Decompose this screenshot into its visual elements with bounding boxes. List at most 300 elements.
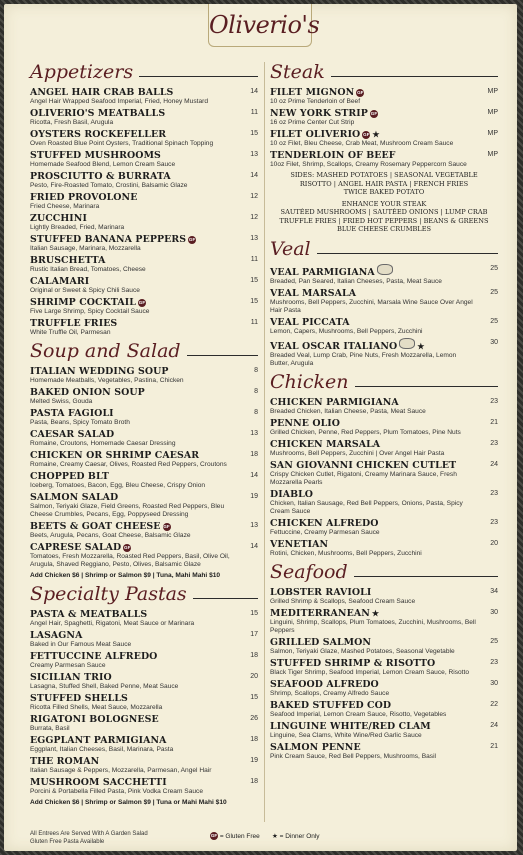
section-title: Soup and Salad (30, 339, 187, 363)
item-name-text: VEAL OSCAR ITALIANO (270, 340, 398, 352)
steak-header (270, 60, 498, 86)
chicken-list (270, 397, 498, 558)
menu-item (30, 318, 258, 337)
item-name-text: OLIVERIO'S MEATBALLS (30, 108, 166, 119)
item-description: Homemade Seafood Blend, Lemon Cream Sauce (30, 161, 176, 168)
item-description: Salmon, Teriyaki Glaze, Field Greens, Roasted Red Peppers, Bleu Cheese Crumbles, Pecans, Egg, Poppyseed Dressing (30, 503, 225, 518)
item-name-text: VEAL PARMIGIANA (270, 266, 375, 278)
item-price: 12 (250, 193, 258, 200)
menu-item (30, 366, 258, 385)
menu-item (30, 630, 258, 649)
item-description: Original or Sweet & Spicy Chili Sauce (30, 287, 140, 294)
menu-item (270, 489, 498, 516)
menu-item (30, 693, 258, 712)
item-name-text: LASAGNA (30, 630, 83, 641)
item-description: Rotini, Chicken, Mushrooms, Bell Peppers, Zucchini (270, 549, 422, 557)
menu-item (270, 721, 498, 740)
item-name (30, 450, 236, 461)
item-price: 23 (490, 489, 498, 497)
item-price: 20 (250, 673, 258, 680)
item-name (270, 518, 476, 529)
item-name (30, 87, 236, 98)
menu-item (270, 338, 498, 368)
item-name-text: STUFFED BANANA PEPPERS (30, 234, 187, 245)
item-description: Fettuccine, Creamy Parmesan Sauce (270, 528, 380, 536)
soup-salad-header (30, 339, 258, 365)
seafood-list (270, 587, 498, 761)
item-name (30, 150, 236, 161)
item-name-text: CHICKEN OR SHRIMP CAESAR (30, 450, 200, 461)
item-name-text: MUSHROOM SACCHETTI (30, 777, 167, 788)
item-name-text: CHICKEN MARSALA (270, 438, 381, 450)
menu-item (30, 521, 258, 540)
item-name-text: SHRIMP COCKTAIL (30, 297, 136, 308)
item-name (270, 489, 476, 500)
item-name (30, 693, 236, 704)
menu-item (270, 87, 498, 106)
menu-item (30, 171, 258, 190)
item-name (270, 608, 476, 619)
item-price: 15 (250, 277, 258, 284)
item-name-text: MEDITERRANEAN (270, 607, 370, 619)
item-price: 11 (250, 109, 258, 116)
item-name-text: FILET MIGNON (270, 87, 355, 98)
item-description: Mushrooms, Bell Peppers, Zucchini, Marsala Wine Sauce Over Angel Hair Pasta (270, 298, 473, 314)
item-name (270, 338, 476, 352)
item-description: Mushrooms, Bell Peppers, Zucchini | Over Angel Hair Pasta (270, 449, 445, 457)
item-name (30, 171, 236, 182)
footer-notes (30, 831, 148, 846)
item-name (30, 609, 236, 620)
enhance-line: TRUFFLE FRIES | FRIED HOT PEPPERS | BEANS & GREENS (279, 216, 489, 225)
item-description: Burrata, Basil (30, 725, 70, 732)
menu-item (270, 460, 498, 487)
item-name (270, 129, 476, 140)
section-title: Veal (270, 237, 317, 261)
item-name-text: GRILLED SALMON (270, 636, 372, 648)
item-price: 14 (250, 88, 258, 95)
item-description: Lightly Breaded, Fried, Marinara (30, 224, 125, 231)
menu-item (30, 255, 258, 274)
item-name-text: CHOPPED BLT (30, 471, 109, 482)
item-price: MP (487, 151, 498, 158)
menu-item (30, 234, 258, 253)
item-description: Romaine, Creamy Caesar, Olives, Roasted Red Peppers, Croutons (30, 461, 227, 468)
menu-item (30, 777, 258, 796)
item-description: Lemon, Capers, Mushrooms, Bell Peppers, Zucchini (270, 327, 423, 335)
gluten-free-icon: GF (163, 524, 170, 529)
item-name-text: STUFFED SHELLS (30, 693, 128, 704)
menu-item (30, 471, 258, 490)
item-name-text: BRUSCHETTA (30, 255, 106, 266)
item-price: 14 (250, 543, 258, 550)
dinner-only-legend: ★ = Dinner Only (272, 833, 320, 840)
item-price: 25 (490, 288, 498, 296)
item-description: 10oz Filet, Shrimp, Scallops, Creamy Rosemary Peppercorn Sauce (270, 161, 467, 168)
menu-item (30, 672, 258, 691)
enhance-line: BLUE CHEESE CRUMBLES (336, 225, 432, 233)
item-price: 13 (250, 430, 258, 437)
item-price: 21 (490, 742, 498, 750)
item-description: Pesto, Fire-Roasted Tomato, Crostini, Balsamic Glaze (30, 182, 188, 189)
gf-legend (208, 832, 260, 840)
item-name-text: PENNE OLIO (270, 417, 341, 429)
item-name (30, 756, 236, 767)
item-price: MP (487, 130, 498, 137)
item-price: 15 (250, 610, 258, 617)
item-description: 10 oz Prime Tenderloin of Beef (270, 98, 361, 105)
item-name (270, 700, 476, 711)
salad-note: All Entrees Are Served With A Garden Salad (30, 831, 148, 837)
item-name-text: SAN GIOVANNI CHICKEN CUTLET (270, 459, 457, 471)
item-name (270, 288, 476, 299)
item-name-text: CHICKEN PARMIGIANA (270, 396, 399, 408)
item-name-text: OYSTERS ROCKEFELLER (30, 129, 167, 140)
item-name-text: RIGATONI BOLOGNESE (30, 714, 159, 725)
item-name (30, 108, 236, 119)
gf-legend-label: = Gluten Free (219, 833, 260, 840)
section-title: Chicken (270, 370, 355, 394)
item-description: Angel Hair, Spaghetti, Rigatoni, Meat Sauce or Marinara (30, 620, 195, 627)
section-title: Appetizers (30, 60, 139, 84)
item-name-text: PASTA & MEATBALLS (30, 609, 148, 620)
item-description: 16 oz Prime Center Cut Strip (270, 119, 355, 126)
item-name (270, 587, 476, 598)
menu-item (30, 651, 258, 670)
item-description: Beets, Arugula, Pecans, Goat Cheese, Balsamic Glaze (30, 532, 191, 539)
item-price: 18 (250, 451, 258, 458)
item-description: Italian Sausage, Marinara, Mozzarella (30, 245, 141, 252)
item-price: 34 (490, 587, 498, 595)
gluten-free-icon: GF (124, 545, 131, 550)
item-name-text: SICILIAN TRIO (30, 672, 112, 683)
item-name (30, 213, 236, 224)
gf-pasta-note: Gluten Free Pasta Available (30, 838, 105, 845)
item-price: 23 (490, 397, 498, 405)
pastas-header (30, 582, 258, 608)
item-price: 15 (250, 298, 258, 305)
item-description: Chicken, Italian Sausage, Red Bell Peppers, Onions, Pasta, Spicy Cream Sauce (270, 499, 463, 515)
item-name (30, 429, 236, 440)
dinner-only-icon: ★ (371, 607, 380, 618)
item-price: 18 (250, 736, 258, 743)
menu-item (270, 397, 498, 416)
item-price: 22 (490, 700, 498, 708)
item-name (30, 387, 236, 398)
item-price: 23 (490, 518, 498, 526)
menu-item (270, 418, 498, 437)
item-name-text: ITALIAN WEDDING SOUP (30, 366, 169, 377)
item-description: Five Large Shrimp, Spicy Cocktail Sauce (30, 308, 150, 315)
item-name (30, 192, 236, 203)
item-price: 30 (490, 679, 498, 687)
item-description: Homemade Meatballs, Vegetables, Pastina, Chicken (30, 377, 184, 384)
menu-item (30, 450, 258, 469)
menu-item (30, 756, 258, 775)
item-name (30, 735, 236, 746)
column-divider (264, 62, 265, 822)
item-price: 24 (490, 460, 498, 468)
item-name-text: CALAMARI (30, 276, 90, 287)
item-price: 12 (250, 214, 258, 221)
item-name-text: SALMON PENNE (270, 741, 361, 753)
menu-item (270, 658, 498, 677)
item-description: Creamy Parmesan Sauce (30, 662, 106, 669)
item-description: Angel Hair Wrapped Seafood Imperial, Fried, Honey Mustard (30, 98, 208, 105)
item-description: Ricotta, Fresh Basil, Arugula (30, 119, 114, 126)
item-name (270, 637, 476, 648)
item-name-text: BAKED STUFFED COD (270, 699, 392, 711)
item-price: 11 (250, 256, 258, 263)
item-name (30, 408, 236, 419)
item-name-text: VENETIAN (270, 538, 329, 550)
item-description: Linguine, Sea Clams, White Wine/Red Garlic Sauce (270, 731, 422, 739)
menu-item (270, 637, 498, 656)
left-column (30, 58, 258, 807)
menu-item (270, 679, 498, 698)
menu-item (270, 439, 498, 458)
menu-item (30, 387, 258, 406)
item-name (30, 630, 236, 641)
item-description: Tomatoes, Fresh Mozzarella, Roasted Red Peppers, Basil, Olive Oil, Arugula, Shaved Reggiano, Pesto, Olives, Balsamic Glaze (30, 553, 230, 568)
right-column (270, 58, 498, 763)
menu-item (270, 129, 498, 148)
item-description: Lasagna, Stuffed Shell, Baked Penne, Meat Sauce (30, 683, 179, 690)
item-price: 23 (490, 658, 498, 666)
item-price: 19 (250, 757, 258, 764)
menu-item (270, 742, 498, 761)
item-price: 13 (250, 235, 258, 242)
item-description: Breaded, Pan Seared, Italian Cheeses, Pasta, Meat Sauce (270, 277, 442, 285)
item-name (270, 658, 476, 669)
item-price: 23 (490, 439, 498, 447)
item-name-text: STUFFED MUSHROOMS (30, 150, 161, 161)
section-title: Specialty Pastas (30, 582, 193, 606)
soup-salad-list (30, 366, 258, 569)
gluten-free-icon: GF (363, 132, 370, 137)
salad-addon: Add Chicken $6 | Shrimp or Salmon $9 | Tuna, Mahi Mahi $10 (30, 572, 221, 579)
menu-item (30, 129, 258, 148)
sides-line: TWICE BAKED POTATO (343, 188, 425, 196)
item-price: 8 (254, 409, 258, 416)
item-name-text: VEAL MARSALA (270, 287, 357, 299)
item-description: Porcini & Portabella Filled Pasta, Pink Vodka Cream Sauce (30, 788, 203, 795)
item-description: Melted Swiss, Gouda (30, 398, 93, 405)
sides-line: RISOTTO | ANGEL HAIR PASTA | FRENCH FRIES (299, 179, 469, 188)
menu-item (270, 288, 498, 315)
item-description: Salmon, Teriyaki Glaze, Mashed Potatoes, Seasonal Vegetable (270, 647, 455, 655)
item-name (30, 672, 236, 683)
menu-item (270, 587, 498, 606)
item-name-text: SALMON SALAD (30, 492, 119, 503)
appetizers-list (30, 87, 258, 337)
item-name-text: STUFFED SHRIMP & RISOTTO (270, 657, 436, 669)
item-description: Breaded Chicken, Italian Cheese, Pasta, Meat Sauce (270, 407, 426, 415)
appetizers-header (30, 60, 258, 86)
item-price: 25 (490, 264, 498, 272)
dinner-only-icon: ★ (372, 129, 380, 139)
item-name (30, 318, 236, 329)
item-description: Baked in Our Famous Meat Sauce (30, 641, 132, 648)
item-name-text: ANGEL HAIR CRAB BALLS (30, 87, 174, 98)
gluten-free-icon: GF (370, 111, 378, 116)
menu-item (30, 542, 258, 569)
item-description: White Truffle Oil, Parmesan (30, 329, 111, 336)
item-name-text: THE ROMAN (30, 756, 100, 767)
item-name-text: SEAFOOD ALFREDO (270, 678, 379, 690)
item-name (270, 317, 476, 328)
item-name (270, 87, 476, 98)
item-description: Crispy Chicken Cutlet, Rigatoni, Creamy Marinara Sauce, Fresh Mozzarella Pearls (270, 470, 457, 486)
item-name-text: FETTUCCINE ALFREDO (30, 651, 158, 662)
item-description: Seafood Imperial, Lemon Cream Sauce, Risotto, Vegetables (270, 710, 447, 718)
menu-item (30, 297, 258, 316)
menu-item (30, 429, 258, 448)
dinner-only-icon: ★ (417, 340, 425, 351)
item-description: Romaine, Croutons, Homemade Caesar Dressing (30, 440, 176, 447)
item-price: MP (487, 109, 498, 116)
item-name-text: LOBSTER RAVIOLI (270, 586, 372, 598)
item-name-text: DIABLO (270, 488, 314, 500)
item-price: 13 (250, 151, 258, 158)
item-name-text: FRIED PROVOLONE (30, 192, 138, 203)
item-price: 15 (250, 694, 258, 701)
item-description: Linguini, Shrimp, Scallops, Plum Tomatoes, Zucchini, Mushrooms, Bell Peppers (270, 618, 476, 634)
steak-list (270, 87, 498, 169)
item-name (30, 651, 236, 662)
item-price: 18 (250, 778, 258, 785)
item-price: MP (487, 88, 498, 95)
menu-item (270, 539, 498, 558)
item-description: Black Tiger Shrimp, Seafood Imperial, Lemon Cream Sauce, Risotto (270, 668, 470, 676)
menu-item (270, 264, 498, 286)
menu-item (30, 609, 258, 628)
menu-item (270, 700, 498, 719)
gluten-free-icon: GF (210, 833, 218, 838)
item-name-text: LINGUINE WHITE/RED CLAM (270, 720, 431, 732)
item-name-text: EGGPLANT PARMIGIANA (30, 735, 167, 746)
item-description: Eggplant, Italian Cheeses, Basil, Marinara, Pasta (30, 746, 174, 753)
item-price: 21 (490, 418, 498, 426)
menu-item (30, 213, 258, 232)
item-name-text: CAESAR SALAD (30, 429, 115, 440)
menu-item (30, 408, 258, 427)
item-name (270, 460, 476, 471)
item-name (270, 150, 476, 161)
item-price: 30 (490, 608, 498, 616)
item-price: 26 (250, 715, 258, 722)
pasta-addon: Add Chicken $6 | Shrimp or Salmon $9 | Tuna or Mahi Mahi $10 (30, 799, 227, 806)
item-description: 10 oz Filet, Bleu Cheese, Crab Meat, Mushroom Cream Sauce (270, 140, 454, 147)
menu-item (30, 192, 258, 211)
gluten-free-icon: GF (357, 90, 364, 95)
chicken-header (270, 370, 498, 396)
item-description: Ricotta Filled Shells, Meat Sauce, Mozzarella (30, 704, 163, 711)
item-name-text: BAKED ONION SOUP (30, 387, 145, 398)
sides-line: SIDES: MASHED POTATOES | SEASONAL VEGETABLE (290, 171, 478, 179)
menu-item (270, 108, 498, 127)
item-description: Grilled Shrimp & Scallops, Seafood Cream Sauce (270, 597, 416, 605)
menu-item (270, 150, 498, 169)
menu-item (30, 492, 258, 519)
section-title: Steak (270, 60, 331, 84)
item-name (30, 234, 236, 245)
menu-item (270, 608, 498, 635)
item-name-text: ZUCCHINI (30, 213, 87, 224)
enhance-line: SAUTÉED MUSHROOMS | SAUTÉED ONIONS | LUMP CRAB (280, 208, 488, 216)
item-price: 19 (250, 493, 258, 500)
item-name (270, 721, 476, 732)
item-price: 18 (250, 652, 258, 659)
item-price: 8 (254, 367, 258, 374)
item-name (270, 418, 476, 429)
menu-item (30, 87, 258, 106)
item-name-text: CHICKEN ALFREDO (270, 517, 379, 529)
item-price: 25 (490, 317, 498, 325)
item-name-text: FILET OLIVERIO (270, 129, 361, 140)
item-description: Grilled Chicken, Penne, Red Peppers, Plum Tomatoes, Pine Nuts (270, 428, 461, 436)
item-name (30, 542, 236, 553)
item-name (30, 276, 236, 287)
item-price: 8 (254, 388, 258, 395)
item-name-text: VEAL PICCATA (270, 316, 350, 328)
enhance-line: ENHANCE YOUR STEAK (341, 199, 427, 208)
menu-item (30, 276, 258, 295)
item-name (30, 492, 236, 503)
item-name (270, 439, 476, 450)
item-name-text: NEW YORK STRIP (270, 108, 368, 119)
item-description: Fried Cheese, Marinara (30, 203, 100, 210)
menu-item (30, 714, 258, 733)
item-price: 24 (490, 721, 498, 729)
item-description: Rustic Italian Bread, Tomatoes, Cheese (30, 266, 146, 273)
veal-header (270, 237, 498, 263)
item-price: 13 (250, 522, 258, 529)
menu-item (30, 108, 258, 127)
section-title: Seafood (270, 560, 354, 584)
item-description: Pink Cream Sauce, Red Bell Peppers, Mushrooms, Basil (270, 752, 437, 760)
item-name-text: CAPRESE SALAD (30, 542, 122, 553)
farm-emblem-icon (399, 338, 415, 349)
item-price: 20 (490, 539, 498, 547)
item-name (270, 679, 476, 690)
item-name-text: PROSCIUTTO & BURRATA (30, 171, 171, 182)
steak-sides (270, 171, 498, 197)
item-name (30, 521, 236, 532)
farm-emblem-icon (377, 264, 393, 275)
item-price: 25 (490, 637, 498, 645)
steak-enhance (270, 200, 498, 234)
item-name (30, 297, 236, 308)
item-name (270, 539, 476, 550)
pastas-list (30, 609, 258, 796)
item-name (30, 366, 236, 377)
menu-item (270, 518, 498, 537)
item-name (30, 471, 236, 482)
item-price: 30 (490, 338, 498, 346)
item-name-text: BEETS & GOAT CHEESE (30, 521, 161, 532)
item-name (270, 108, 476, 119)
veal-list (270, 264, 498, 368)
item-price: 14 (250, 172, 258, 179)
item-name (30, 255, 236, 266)
item-description: Breaded Veal, Lump Crab, Pine Nuts, Fresh Mozzarella, Lemon Butter, Arugula (270, 351, 457, 367)
item-price: 14 (250, 472, 258, 479)
item-name (30, 714, 236, 725)
menu-item (30, 735, 258, 754)
item-price: 11 (250, 319, 258, 326)
item-name (30, 129, 236, 140)
